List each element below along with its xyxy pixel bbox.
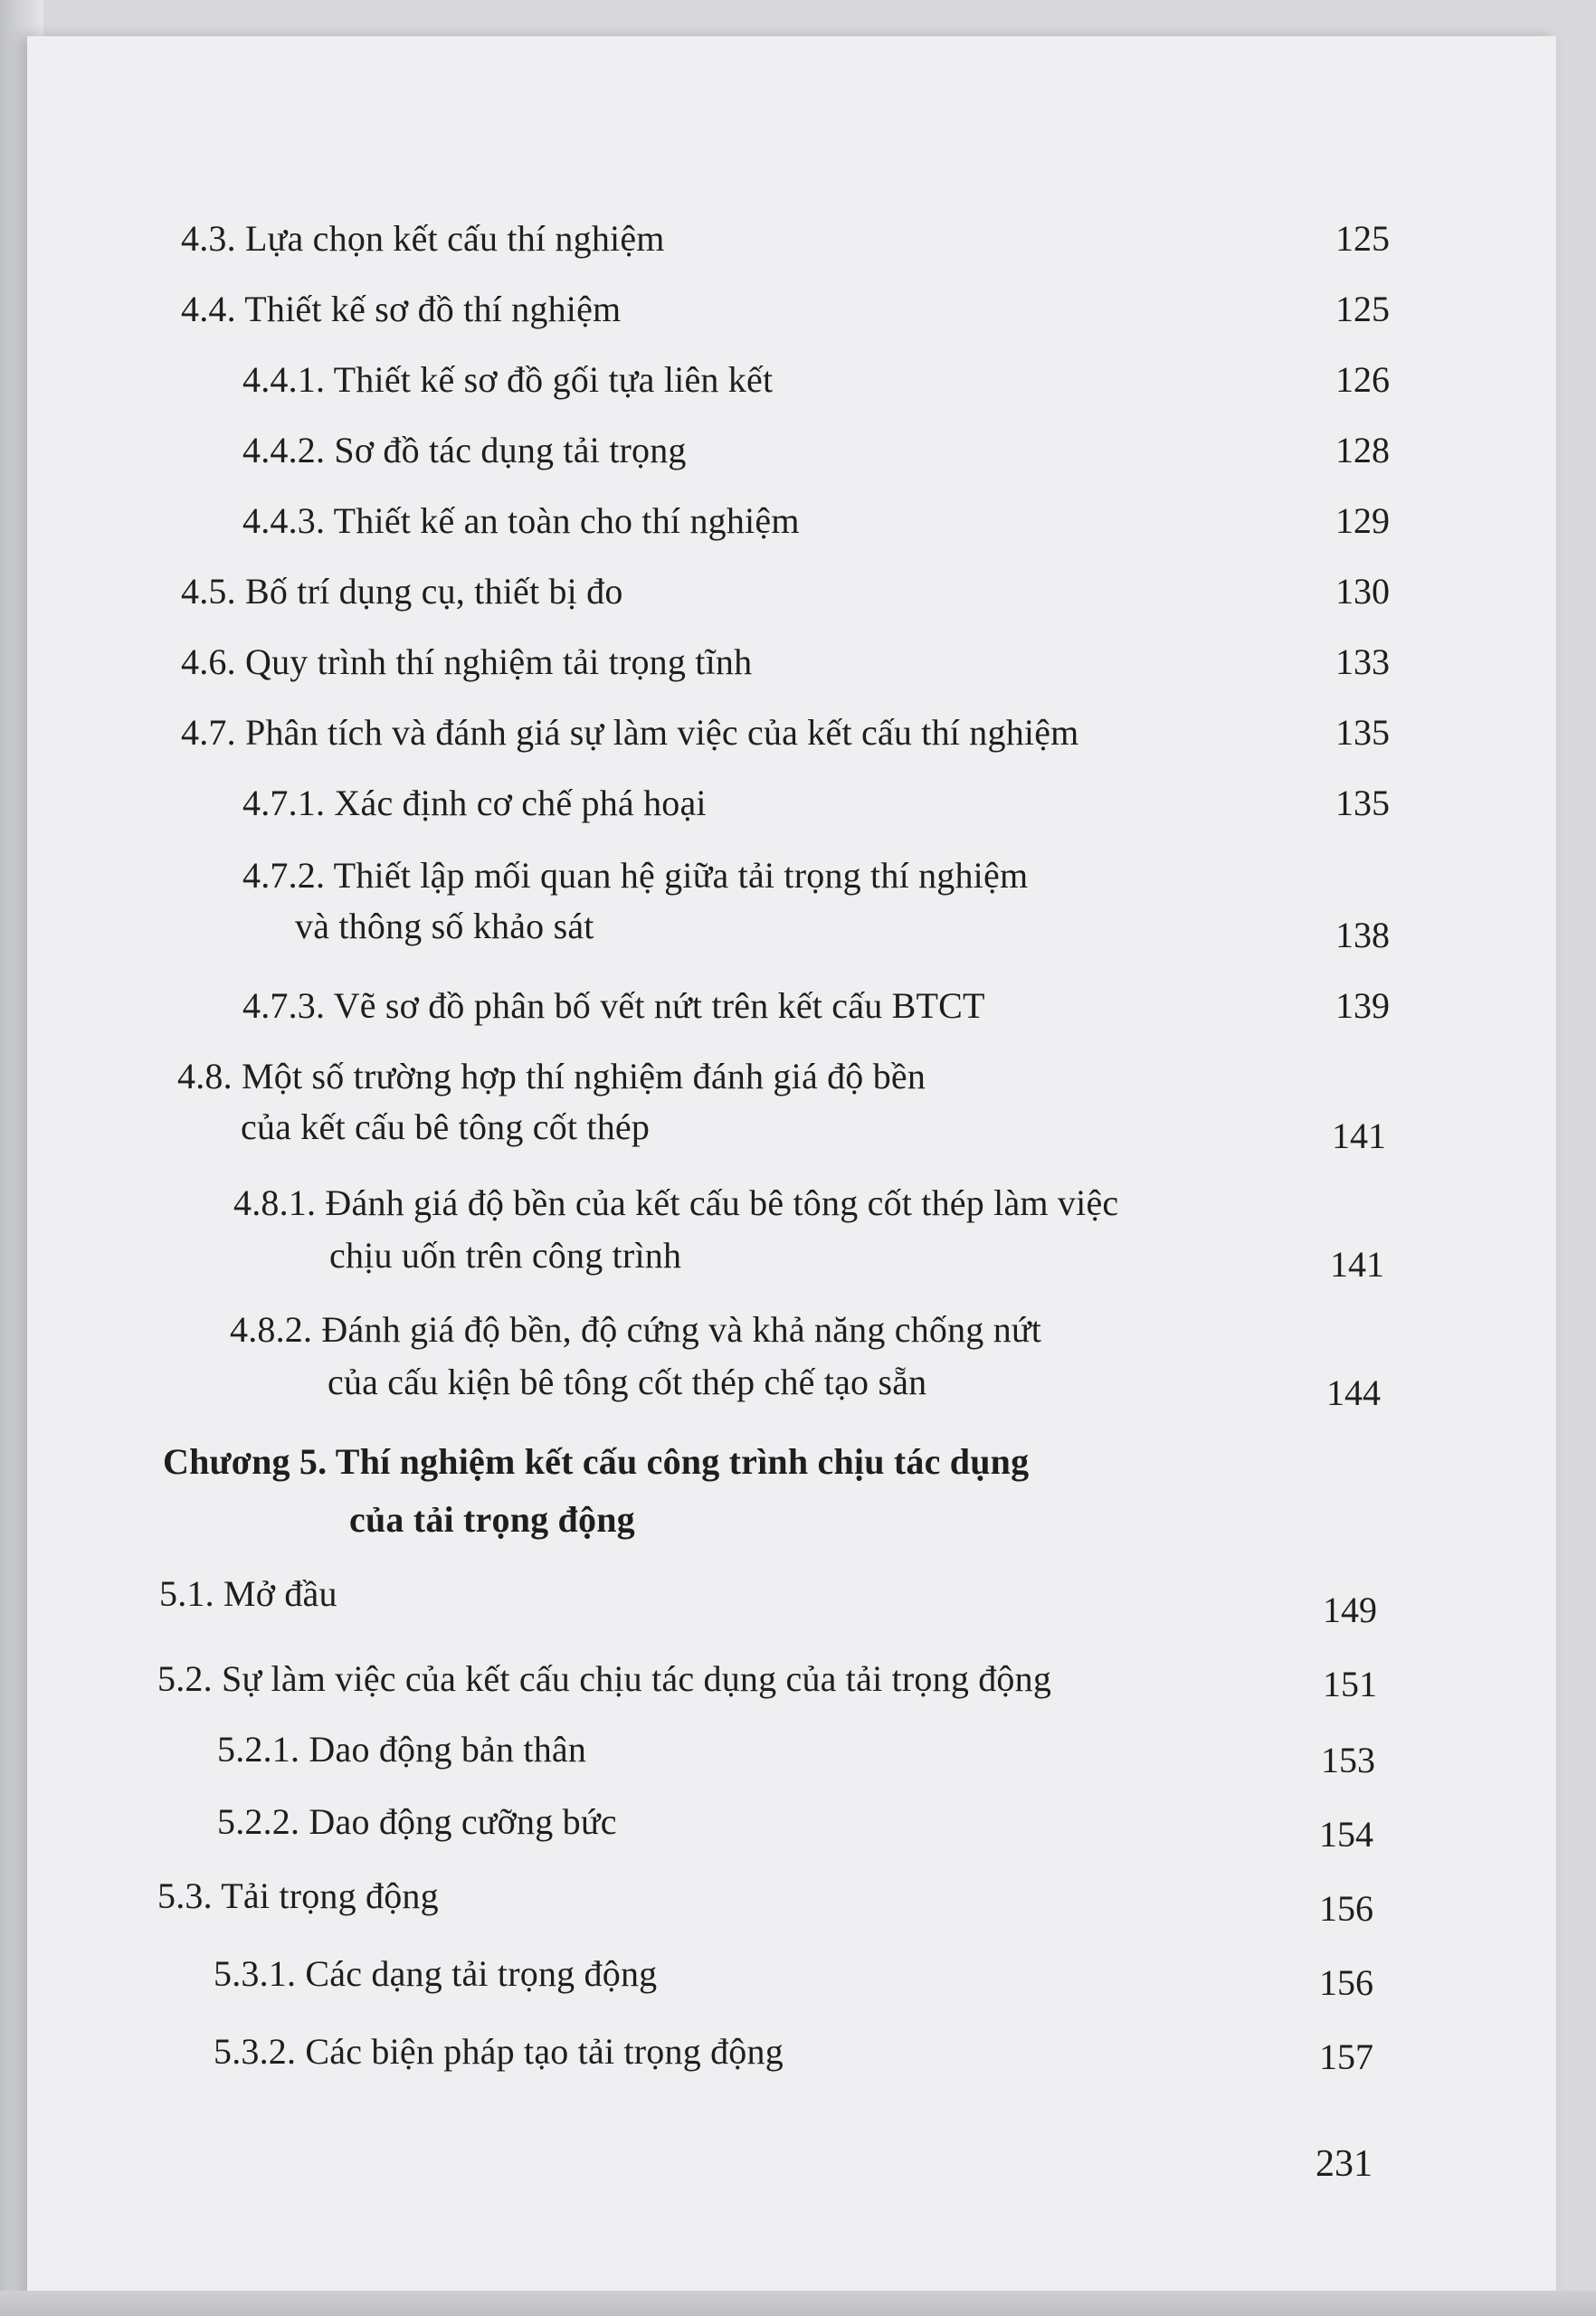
toc-entry-5-2: 5.2. Sự làm việc của kết cấu chịu tác dụng của tải trọng động	[157, 1658, 1052, 1699]
toc-page-4-8-1: 141	[1330, 1244, 1384, 1285]
chapter-5-heading: Chương 5. Thí nghiệm kết cấu công trình chịu tác dụng	[163, 1441, 1030, 1482]
toc-entry-4-4-1: 4.4.1. Thiết kế sơ đồ gối tựa liên kết	[242, 359, 774, 400]
toc-entry-4-4-3: 4.4.3. Thiết kế an toàn cho thí nghiệm	[242, 500, 800, 541]
toc-page-5-3-1: 156	[1319, 1962, 1373, 2003]
toc-page-4-3: 125	[1335, 218, 1390, 259]
toc-page-4-7-3: 139	[1335, 985, 1390, 1026]
toc-entry-4-8-1-cont: chịu uốn trên công trình	[329, 1235, 682, 1276]
toc-page-5-2: 151	[1323, 1664, 1377, 1704]
toc-page-4-4: 125	[1335, 289, 1390, 329]
toc-entry-5-1: 5.1. Mở đầu	[159, 1573, 337, 1614]
toc-page-4-6: 133	[1335, 641, 1390, 682]
toc-page-5-2-2: 154	[1319, 1814, 1373, 1855]
toc-entry-4-8: 4.8. Một số trường hợp thí nghiệm đánh giá độ bền	[177, 1056, 926, 1096]
toc-page-5-3-2: 157	[1319, 2036, 1373, 2077]
toc-entry-5-2-2: 5.2.2. Dao động cưỡng bức	[217, 1801, 617, 1842]
toc-entry-4-8-cont: của kết cấu bê tông cốt thép	[241, 1106, 651, 1147]
toc-entry-4-4-2: 4.4.2. Sơ đồ tác dụng tải trọng	[242, 430, 687, 470]
toc-page-4-4-1: 126	[1335, 359, 1390, 400]
toc-page-4-7-2: 138	[1335, 915, 1390, 955]
chapter-5-heading-cont: của tải trọng động	[349, 1499, 635, 1540]
toc-entry-4-7-1: 4.7.1. Xác định cơ chế phá hoại	[242, 783, 707, 823]
toc-entry-4-6: 4.6. Quy trình thí nghiệm tải trọng tĩnh	[181, 641, 753, 682]
toc-entry-4-7-2: 4.7.2. Thiết lập mối quan hệ giữa tải trọng thí nghiệm	[242, 855, 1029, 896]
toc-entry-5-3-1: 5.3.1. Các dạng tải trọng động	[214, 1953, 658, 1994]
toc-entry-4-7-2-cont: và thông số khảo sát	[295, 906, 594, 946]
toc-entry-4-5: 4.5. Bố trí dụng cụ, thiết bị đo	[181, 571, 623, 612]
toc-entry-4-4: 4.4. Thiết kế sơ đồ thí nghiệm	[181, 289, 622, 329]
toc-entry-4-8-1: 4.8.1. Đánh giá độ bền của kết cấu bê tông cốt thép làm việc	[233, 1182, 1119, 1223]
toc-entry-4-7-3: 4.7.3. Vẽ sơ đồ phân bố vết nứt trên kết cấu BTCT	[242, 985, 985, 1026]
toc-entry-5-3-2: 5.3.2. Các biện pháp tạo tải trọng động	[214, 2031, 784, 2072]
toc-page-5-2-1: 153	[1321, 1740, 1375, 1780]
toc-page-4-4-2: 128	[1335, 430, 1390, 470]
toc-entry-5-2-1: 5.2.1. Dao động bản thân	[217, 1729, 587, 1770]
toc-entry-5-3: 5.3. Tải trọng động	[157, 1875, 439, 1916]
toc-page-4-8-2: 144	[1326, 1372, 1381, 1413]
page-number: 231	[1316, 2143, 1373, 2185]
toc-page-4-8: 141	[1332, 1115, 1386, 1156]
toc-entry-4-3: 4.3. Lựa chọn kết cấu thí nghiệm	[181, 218, 665, 259]
page-bottom-edge	[0, 2291, 1596, 2316]
toc-page-5-3: 156	[1319, 1888, 1373, 1929]
toc-page-5-1: 149	[1323, 1590, 1377, 1630]
toc-entry-4-7: 4.7. Phân tích và đánh giá sự làm việc của kết cấu thí nghiệm	[181, 712, 1079, 753]
toc-page-4-7: 135	[1335, 712, 1390, 753]
toc-entry-4-8-2: 4.8.2. Đánh giá độ bền, độ cứng và khả năng chống nứt	[230, 1309, 1042, 1350]
toc-page-4-5: 130	[1335, 571, 1390, 612]
toc-entry-4-8-2-cont: của cấu kiện bê tông cốt thép chế tạo sẵn	[328, 1362, 927, 1402]
toc-page-4-7-1: 135	[1335, 783, 1390, 823]
toc-page-4-4-3: 129	[1335, 500, 1390, 541]
